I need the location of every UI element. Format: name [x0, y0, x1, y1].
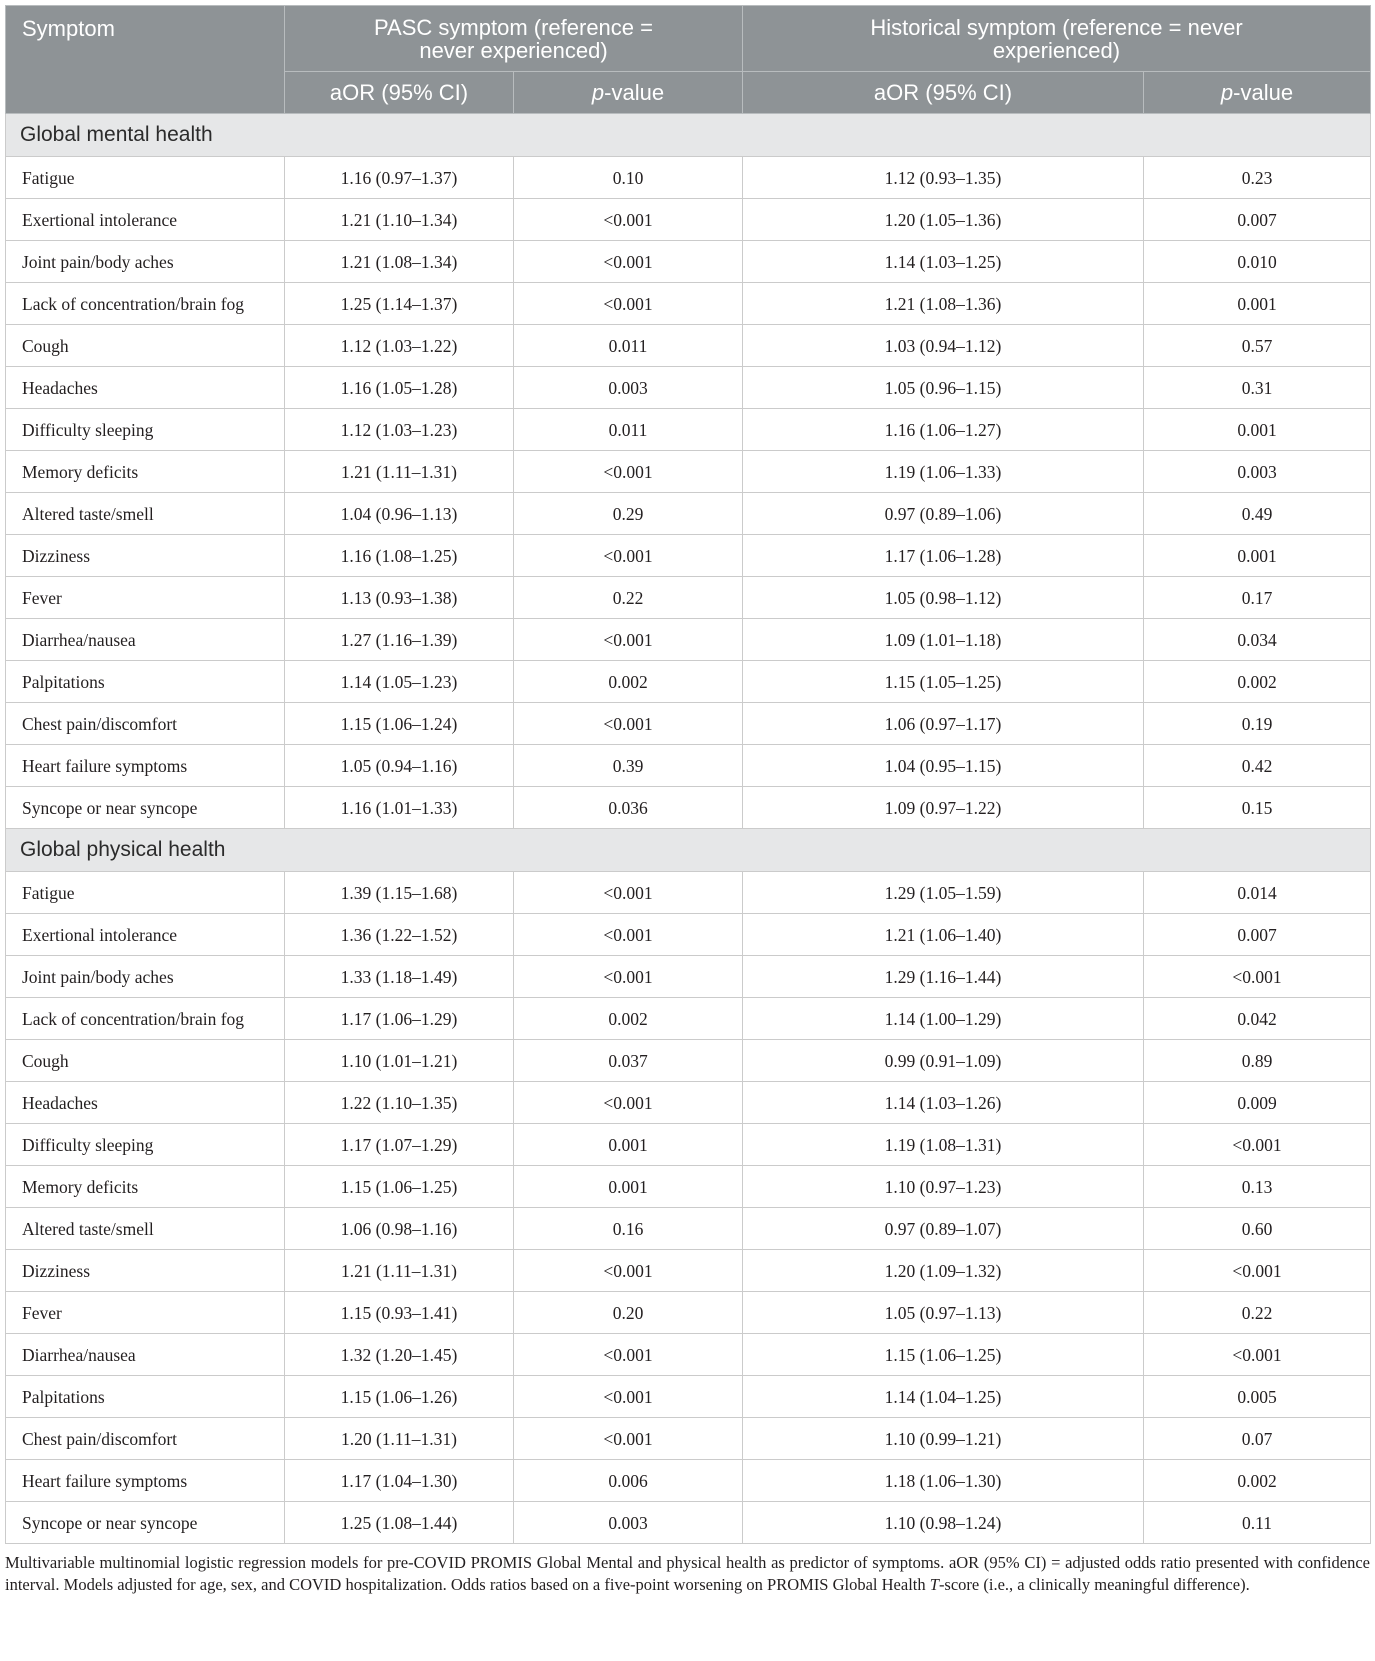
- symptom-cell: Altered taste/smell: [6, 1208, 285, 1250]
- pasc-aor-cell: 1.15 (0.93–1.41): [285, 1292, 514, 1334]
- pasc-p-value-cell: <0.001: [514, 283, 743, 325]
- historical-aor-cell: 1.05 (0.98–1.12): [743, 577, 1144, 619]
- symptom-cell: Lack of concentration/brain fog: [6, 283, 285, 325]
- table-row: [6, 1418, 1371, 1460]
- pasc-aor-cell: 1.12 (1.03–1.23): [285, 409, 514, 451]
- pasc-p-value-cell: 0.39: [514, 745, 743, 787]
- p-value-italic-p: p: [591, 80, 605, 105]
- historical-aor-cell: 1.10 (0.99–1.21): [743, 1418, 1144, 1460]
- pasc-aor-cell: 1.21 (1.08–1.34): [285, 241, 514, 283]
- pasc-aor-header: aOR (95% CI): [285, 72, 514, 114]
- pasc-p-value-cell: 0.011: [514, 409, 743, 451]
- historical-p-value-cell: 0.42: [1144, 745, 1371, 787]
- footnote-text-end: -score (i.e., a clinically meaningful difference).: [938, 1574, 1250, 1594]
- historical-p-value-cell: 0.60: [1144, 1208, 1371, 1250]
- historical-aor-cell: 1.20 (1.09–1.32): [743, 1250, 1144, 1292]
- historical-aor-cell: 0.97 (0.89–1.06): [743, 493, 1144, 535]
- historical-p-value-cell: 0.042: [1144, 998, 1371, 1040]
- pasc-aor-cell: 1.17 (1.07–1.29): [285, 1124, 514, 1166]
- pasc-aor-cell: 1.20 (1.11–1.31): [285, 1418, 514, 1460]
- table-row: [6, 787, 1371, 829]
- header-row-groups: [6, 6, 1371, 72]
- pasc-aor-cell: 1.16 (1.08–1.25): [285, 535, 514, 577]
- table-row: [6, 1166, 1371, 1208]
- table-row: [6, 1376, 1371, 1418]
- historical-p-value-cell: <0.001: [1144, 1334, 1371, 1376]
- p-value-suffix: -value: [1233, 80, 1294, 105]
- table-body: [6, 114, 1371, 1544]
- historical-aor-header: aOR (95% CI): [743, 72, 1144, 114]
- historical-p-value-cell: 0.001: [1144, 535, 1371, 577]
- symptom-cell: Exertional intolerance: [6, 914, 285, 956]
- symptom-cell: Dizziness: [6, 535, 285, 577]
- pasc-aor-cell: 1.12 (1.03–1.22): [285, 325, 514, 367]
- table-row: [6, 283, 1371, 325]
- section-title: Global physical health: [6, 829, 1371, 872]
- historical-p-value-cell: 0.57: [1144, 325, 1371, 367]
- pasc-aor-cell: 1.32 (1.20–1.45): [285, 1334, 514, 1376]
- p-value-suffix: -value: [604, 80, 665, 105]
- historical-aor-cell: 1.20 (1.05–1.36): [743, 199, 1144, 241]
- table-row: [6, 1292, 1371, 1334]
- symptom-cell: Fatigue: [6, 872, 285, 914]
- pasc-aor-cell: 1.25 (1.08–1.44): [285, 1502, 514, 1544]
- historical-aor-cell: 1.15 (1.06–1.25): [743, 1334, 1144, 1376]
- footnote-italic-t: T: [929, 1574, 939, 1594]
- table-row: [6, 367, 1371, 409]
- symptom-cell: Heart failure symptoms: [6, 1460, 285, 1502]
- pasc-p-value-cell: <0.001: [514, 619, 743, 661]
- section-title: Global mental health: [6, 114, 1371, 157]
- pasc-p-value-cell: <0.001: [514, 914, 743, 956]
- section-header-row: [6, 829, 1371, 872]
- historical-p-value-cell: 0.17: [1144, 577, 1371, 619]
- historical-aor-cell: 1.09 (1.01–1.18): [743, 619, 1144, 661]
- table-row: [6, 956, 1371, 998]
- pasc-p-value-cell: 0.20: [514, 1292, 743, 1334]
- symptom-cell: Altered taste/smell: [6, 493, 285, 535]
- pasc-aor-cell: 1.15 (1.06–1.26): [285, 1376, 514, 1418]
- pasc-group-line-1: PASC symptom (reference =: [374, 14, 653, 40]
- historical-p-value-cell: 0.002: [1144, 661, 1371, 703]
- pasc-p-value-cell: <0.001: [514, 1334, 743, 1376]
- symptom-cell: Fatigue: [6, 157, 285, 199]
- historical-aor-cell: 1.16 (1.06–1.27): [743, 409, 1144, 451]
- historical-p-value-cell: 0.19: [1144, 703, 1371, 745]
- pasc-aor-cell: 1.16 (1.01–1.33): [285, 787, 514, 829]
- historical-aor-cell: 1.14 (1.00–1.29): [743, 998, 1144, 1040]
- historical-p-value-cell: 0.31: [1144, 367, 1371, 409]
- historical-p-value-cell: 0.007: [1144, 914, 1371, 956]
- symptom-cell: Chest pain/discomfort: [6, 703, 285, 745]
- pasc-aor-cell: 1.21 (1.11–1.31): [285, 451, 514, 493]
- table-row: [6, 1250, 1371, 1292]
- historical-aor-cell: 0.97 (0.89–1.07): [743, 1208, 1144, 1250]
- symptom-cell: Memory deficits: [6, 1166, 285, 1208]
- p-value-italic-p: p: [1220, 80, 1234, 105]
- table-row: [6, 661, 1371, 703]
- pasc-aor-cell: 1.06 (0.98–1.16): [285, 1208, 514, 1250]
- pasc-aor-cell: 1.36 (1.22–1.52): [285, 914, 514, 956]
- historical-aor-cell: 0.99 (0.91–1.09): [743, 1040, 1144, 1082]
- pasc-symptom-group-header: [285, 6, 743, 72]
- historical-p-value-cell: 0.22: [1144, 1292, 1371, 1334]
- historical-symptom-group-header: [743, 6, 1371, 72]
- pasc-aor-cell: 1.21 (1.11–1.31): [285, 1250, 514, 1292]
- historical-aor-cell: 1.17 (1.06–1.28): [743, 535, 1144, 577]
- pasc-p-value-cell: <0.001: [514, 451, 743, 493]
- pasc-p-value-cell: 0.16: [514, 1208, 743, 1250]
- symptom-cell: Dizziness: [6, 1250, 285, 1292]
- table-row: [6, 1040, 1371, 1082]
- historical-aor-cell: 1.29 (1.16–1.44): [743, 956, 1144, 998]
- table-row: [6, 451, 1371, 493]
- historical-aor-cell: 1.09 (0.97–1.22): [743, 787, 1144, 829]
- symptom-cell: Fever: [6, 577, 285, 619]
- pasc-group-line-2: never experienced): [419, 37, 608, 63]
- historical-p-value-cell: 0.014: [1144, 872, 1371, 914]
- pasc-p-value-cell: <0.001: [514, 1082, 743, 1124]
- historical-p-value-cell: 0.001: [1144, 409, 1371, 451]
- table-header: [6, 6, 1371, 114]
- historical-p-value-cell: 0.003: [1144, 451, 1371, 493]
- symptom-cell: Memory deficits: [6, 451, 285, 493]
- table-row: [6, 1460, 1371, 1502]
- historical-p-value-cell: 0.07: [1144, 1418, 1371, 1460]
- table-row: [6, 577, 1371, 619]
- symptom-cell: Difficulty sleeping: [6, 1124, 285, 1166]
- pasc-p-value-cell: <0.001: [514, 1418, 743, 1460]
- symptom-cell: Chest pain/discomfort: [6, 1418, 285, 1460]
- pasc-p-value-cell: <0.001: [514, 1376, 743, 1418]
- pasc-aor-cell: 1.39 (1.15–1.68): [285, 872, 514, 914]
- pasc-aor-cell: 1.13 (0.93–1.38): [285, 577, 514, 619]
- table-row: [6, 1502, 1371, 1544]
- table-row: [6, 1124, 1371, 1166]
- historical-aor-cell: 1.06 (0.97–1.17): [743, 703, 1144, 745]
- pasc-aor-cell: 1.21 (1.10–1.34): [285, 199, 514, 241]
- pasc-aor-cell: 1.10 (1.01–1.21): [285, 1040, 514, 1082]
- table-row: [6, 535, 1371, 577]
- pasc-p-value-cell: <0.001: [514, 199, 743, 241]
- pasc-p-value-cell: 0.003: [514, 367, 743, 409]
- historical-p-value-cell: 0.23: [1144, 157, 1371, 199]
- table-row: [6, 157, 1371, 199]
- historical-aor-cell: 1.21 (1.06–1.40): [743, 914, 1144, 956]
- results-table: [5, 5, 1371, 1544]
- historical-p-value-cell: 0.002: [1144, 1460, 1371, 1502]
- symptom-cell: Diarrhea/nausea: [6, 619, 285, 661]
- table-row: [6, 703, 1371, 745]
- table-row: [6, 1082, 1371, 1124]
- pasc-p-value-cell: <0.001: [514, 535, 743, 577]
- table-footnote: [5, 1552, 1370, 1595]
- table-row: [6, 199, 1371, 241]
- symptom-column-header: Symptom: [6, 6, 285, 114]
- table-row: [6, 1334, 1371, 1376]
- symptom-cell: Joint pain/body aches: [6, 956, 285, 998]
- pasc-aor-cell: 1.17 (1.04–1.30): [285, 1460, 514, 1502]
- table-row: [6, 619, 1371, 661]
- historical-p-value-cell: 0.15: [1144, 787, 1371, 829]
- symptom-cell: Diarrhea/nausea: [6, 1334, 285, 1376]
- pasc-aor-cell: 1.15 (1.06–1.24): [285, 703, 514, 745]
- historical-aor-cell: 1.29 (1.05–1.59): [743, 872, 1144, 914]
- historical-p-value-cell: 0.005: [1144, 1376, 1371, 1418]
- section-header-row: [6, 114, 1371, 157]
- historical-aor-cell: 1.04 (0.95–1.15): [743, 745, 1144, 787]
- symptom-cell: Exertional intolerance: [6, 199, 285, 241]
- symptom-cell: Heart failure symptoms: [6, 745, 285, 787]
- historical-p-value-cell: 0.010: [1144, 241, 1371, 283]
- historical-p-value-cell: 0.11: [1144, 1502, 1371, 1544]
- pasc-p-value-cell: 0.006: [514, 1460, 743, 1502]
- symptom-cell: Cough: [6, 1040, 285, 1082]
- historical-aor-cell: 1.10 (0.97–1.23): [743, 1166, 1144, 1208]
- historical-p-value-cell: <0.001: [1144, 1250, 1371, 1292]
- table-row: [6, 998, 1371, 1040]
- symptom-cell: Headaches: [6, 1082, 285, 1124]
- pasc-aor-cell: 1.33 (1.18–1.49): [285, 956, 514, 998]
- historical-p-value-cell: 0.49: [1144, 493, 1371, 535]
- historical-aor-cell: 1.14 (1.04–1.25): [743, 1376, 1144, 1418]
- pasc-p-value-cell: 0.29: [514, 493, 743, 535]
- pasc-aor-cell: 1.27 (1.16–1.39): [285, 619, 514, 661]
- table-row: [6, 409, 1371, 451]
- historical-aor-cell: 1.15 (1.05–1.25): [743, 661, 1144, 703]
- historical-p-value-cell: <0.001: [1144, 1124, 1371, 1166]
- historical-p-value-cell: 0.89: [1144, 1040, 1371, 1082]
- symptom-cell: Lack of concentration/brain fog: [6, 998, 285, 1040]
- pasc-aor-cell: 1.16 (1.05–1.28): [285, 367, 514, 409]
- symptom-cell: Difficulty sleeping: [6, 409, 285, 451]
- pasc-aor-cell: 1.22 (1.10–1.35): [285, 1082, 514, 1124]
- symptom-cell: Headaches: [6, 367, 285, 409]
- historical-group-line-1: Historical symptom (reference = never: [870, 14, 1243, 40]
- historical-group-line-2: experienced): [992, 37, 1121, 63]
- pasc-p-value-cell: 0.001: [514, 1166, 743, 1208]
- table-row: [6, 493, 1371, 535]
- table-row: [6, 872, 1371, 914]
- pasc-p-value-cell: <0.001: [514, 872, 743, 914]
- symptom-cell: Joint pain/body aches: [6, 241, 285, 283]
- historical-aor-cell: 1.18 (1.06–1.30): [743, 1460, 1144, 1502]
- historical-p-value-cell: 0.001: [1144, 283, 1371, 325]
- historical-aor-cell: 1.14 (1.03–1.26): [743, 1082, 1144, 1124]
- pasc-p-value-cell: <0.001: [514, 1250, 743, 1292]
- pasc-p-value-cell: 0.011: [514, 325, 743, 367]
- pasc-p-value-cell: <0.001: [514, 241, 743, 283]
- pasc-p-value-cell: 0.001: [514, 1124, 743, 1166]
- table-row: [6, 241, 1371, 283]
- table-row: [6, 325, 1371, 367]
- symptom-cell: Syncope or near syncope: [6, 1502, 285, 1544]
- pasc-p-value-cell: 0.10: [514, 157, 743, 199]
- historical-p-value-header: [1144, 72, 1371, 114]
- historical-aor-cell: 1.21 (1.08–1.36): [743, 283, 1144, 325]
- historical-p-value-cell: 0.007: [1144, 199, 1371, 241]
- table-row: [6, 745, 1371, 787]
- pasc-p-value-cell: 0.002: [514, 661, 743, 703]
- historical-p-value-cell: 0.009: [1144, 1082, 1371, 1124]
- pasc-aor-cell: 1.04 (0.96–1.13): [285, 493, 514, 535]
- historical-aor-cell: 1.05 (0.96–1.15): [743, 367, 1144, 409]
- pasc-p-value-cell: 0.037: [514, 1040, 743, 1082]
- pasc-aor-cell: 1.14 (1.05–1.23): [285, 661, 514, 703]
- table-figure: [5, 5, 1370, 1595]
- historical-p-value-cell: <0.001: [1144, 956, 1371, 998]
- table-row: [6, 1208, 1371, 1250]
- symptom-cell: Syncope or near syncope: [6, 787, 285, 829]
- table-row: [6, 914, 1371, 956]
- symptom-cell: Palpitations: [6, 1376, 285, 1418]
- pasc-aor-cell: 1.17 (1.06–1.29): [285, 998, 514, 1040]
- symptom-cell: Cough: [6, 325, 285, 367]
- historical-aor-cell: 1.10 (0.98–1.24): [743, 1502, 1144, 1544]
- pasc-p-value-cell: 0.22: [514, 577, 743, 619]
- historical-p-value-cell: 0.034: [1144, 619, 1371, 661]
- pasc-p-value-header: [514, 72, 743, 114]
- pasc-aor-cell: 1.05 (0.94–1.16): [285, 745, 514, 787]
- historical-aor-cell: 1.12 (0.93–1.35): [743, 157, 1144, 199]
- pasc-aor-cell: 1.16 (0.97–1.37): [285, 157, 514, 199]
- pasc-aor-cell: 1.25 (1.14–1.37): [285, 283, 514, 325]
- pasc-p-value-cell: 0.002: [514, 998, 743, 1040]
- pasc-p-value-cell: 0.036: [514, 787, 743, 829]
- historical-aor-cell: 1.19 (1.08–1.31): [743, 1124, 1144, 1166]
- historical-aor-cell: 1.19 (1.06–1.33): [743, 451, 1144, 493]
- pasc-aor-cell: 1.15 (1.06–1.25): [285, 1166, 514, 1208]
- historical-aor-cell: 1.14 (1.03–1.25): [743, 241, 1144, 283]
- historical-aor-cell: 1.03 (0.94–1.12): [743, 325, 1144, 367]
- pasc-p-value-cell: <0.001: [514, 703, 743, 745]
- footnote-text: Multivariable multinomial logistic regression models for pre-COVID PROMIS Global Mental and physical health as predictor of symptoms. aOR (95% CI) = adjusted odds ratio presented with confidence interval. Models adjusted for age, sex, and COVID hospitalization. Odds ratios based on a five-point worsening on PROMIS Global Health: [5, 1553, 1370, 1594]
- historical-aor-cell: 1.05 (0.97–1.13): [743, 1292, 1144, 1334]
- pasc-p-value-cell: <0.001: [514, 956, 743, 998]
- historical-p-value-cell: 0.13: [1144, 1166, 1371, 1208]
- symptom-cell: Palpitations: [6, 661, 285, 703]
- symptom-cell: Fever: [6, 1292, 285, 1334]
- pasc-p-value-cell: 0.003: [514, 1502, 743, 1544]
